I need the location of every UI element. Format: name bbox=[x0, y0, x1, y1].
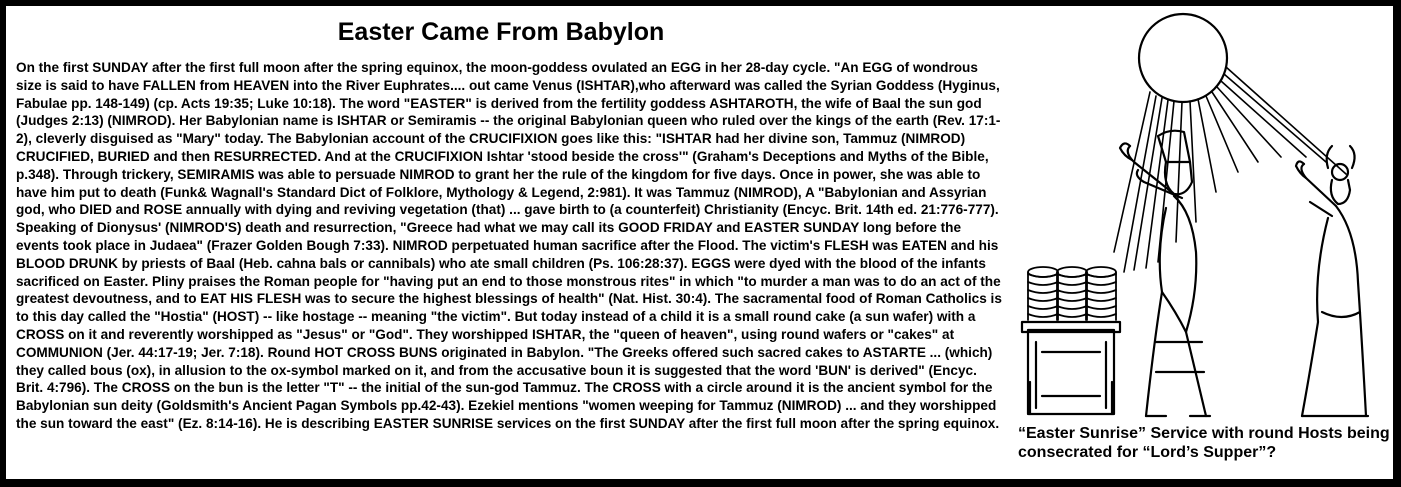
page-title: Easter Came From Babylon bbox=[337, 18, 665, 46]
host-stack-right bbox=[1086, 267, 1116, 320]
priest-figure bbox=[1120, 131, 1210, 416]
sun-disc bbox=[1139, 14, 1227, 102]
host-stacks bbox=[1028, 267, 1116, 320]
altar-table bbox=[1022, 322, 1120, 414]
figure-caption: “Easter Sunrise” Service with round Hosts being consecrated for “Lord’s Supper”? bbox=[1018, 425, 1390, 461]
body-paragraph: On the first SUNDAY after the first full moon after the spring equinox, the moon-goddess ovulated an EGG in her 28-day cycle. "An EGG of wondrous size is said to have FALLEN from HEAVEN into the River Euphrates.... out came Venus (ISHTAR),who afterward was called the Syrian Goddess (Hyginus, Fabulae pp. 148-149) (cp. Acts 19:35; Luke 10:18). The word "EASTER" is derived from the fertility goddess ASHTAROTH, the wife of Baal the sun god (Judges 2:13) (NIMROD). Her Babylonian name is ISHTAR or Semiramis -- the original Babylonian queen who ruled over the kings of the earth (Rev. 17:1-2), cleverly disguised as "Mary" today. The Babylonian account of the CRUCIFIXION goes like this: "ISHTAR had her divine son, Tammuz (NIMROD) CRUCIFIED, BURIED and then RESURRECTED. And at the CRUCIFIXION Ishtar 'stood beside the cross'" (Graham's Deceptions and Myths of the Bible, p.348). Through trickery, SEMIRAMIS was able to persuade NIMROD to grant her the rule of the kingdom for five days. Once in power, she was able to have him put to death (Funk& Wagnall's Standard Dict of Folklore, Mythology & Legend, 2:981). It was Tammuz (NIMROD), A "Babylonian and Assyrian god, who DIED and ROSE annually with dying and reviving vegetation (that) ... gave birth to (a counterfeit) Christianity (Encyc. Brit. 14th ed. 21:776-777). Speaking of Dionysus' (NIMROD'S) death and resurrection, "Greece had what we may call its GOOD FRIDAY and EASTER SUNDAY long before the events took place in Judaea" (Frazer Golden Bough 7:33). NIMROD perpetuated human sacrifice after the Flood. The victim's FLESH was EATEN and his BLOOD DRUNK by priests of Baal (Heb. cahna bals or cannibals) who ate small children (Ps. 106:28:37). EGGS were dyed with the blood of the infants sacrificed on Easter. Pliny praises the Roman people for "having put an end to those monstrous rites" in which "to murder a man was to do an act of the greatest devoutness, and to EAT HIS FLESH was to secure the highest blessings of health" (Nat. Hist. 30:4). The sacramental food of Roman Catholics is to this day called the "Hostia" (HOST) -- like hostage -- meaning "the victim". But today instead of a child it is a small round cake (a sun wafer) with a CROSS on it and reverently worshipped as "Jesus" or "God". They worshipped ISHTAR, the "queen of heaven", using round wafers or "cakes" at COMMUNION (Jer. 44:17-19; Jer. 7:18). Round HOT CROSS BUNS originated in Babylon. "The Greeks offered such sacred cakes to ASTARTE ... (which) they called bous (ox), in allusion to the ox-symbol marked on it, and from the accusative boun it is suggested that the word 'BUN' is derived" (Encyc. Brit. 4:796). The CROSS on the bun is the letter "T" -- the initial of the sun-god Tammuz. The CROSS with a circle around it is the ancient symbol for the Babylonian sun deity (Goldsmith's Ancient Pagan Symbols pp.42-43). Ezekiel mentions "women weeping for Tammuz (NIMROD) ... and they worshipped the sun toward the east" (Ez. 8:14-16). He is describing EASTER SUNRISE services on the first SUNDAY after the first full moon after the spring equinox. bbox=[16, 60, 1002, 431]
host-stack-middle bbox=[1057, 267, 1087, 320]
sun-worship-illustration bbox=[1006, 12, 1394, 422]
woman-figure bbox=[1296, 146, 1368, 416]
host-stack-left bbox=[1028, 267, 1058, 320]
page-frame bbox=[4, 4, 1395, 481]
sun-rays bbox=[1114, 67, 1346, 272]
